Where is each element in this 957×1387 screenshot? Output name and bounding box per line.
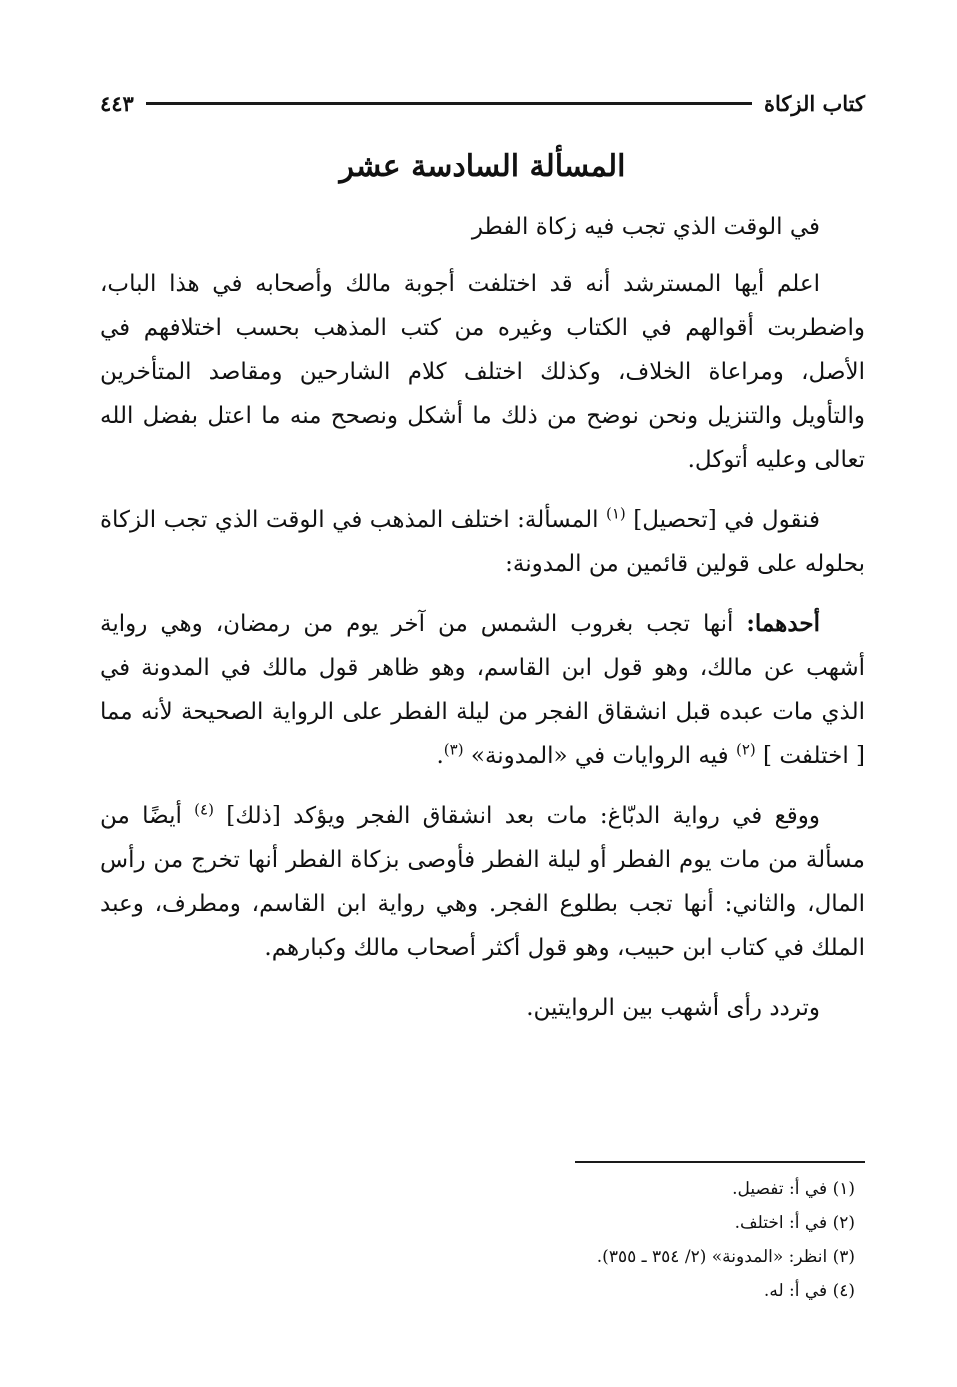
footnote-2: (٢) في أ: اختلف. <box>734 1213 855 1233</box>
page-number: ٤٤٣ <box>100 90 134 116</box>
paragraph-text: . <box>436 743 444 769</box>
footnote-ref-3: (٣) <box>443 740 464 759</box>
paragraph-text: أنها تجب بغروب الشمس من آخر يوم من رمضان، وهي رواية أشهب عن مالك، وهو قول ابن القاسم، وهو ظاهر قول مالك في المدونة في الذي مات عبده قبل انشقاق الفجر من ليلة الفطر على الرواية الصحيحة لأنه مما [ اختلفت ] <box>100 611 865 769</box>
paragraph-closing: وتردد رأى أشهب بين الروايتين. <box>526 995 820 1021</box>
paragraph-dabbagh <box>100 794 865 970</box>
paragraph-text: المسألة: اختلف المذهب في الوقت الذي تجب الزكاة بحلوله على قولين قائمين من المدونة: <box>100 507 865 577</box>
section-subtitle: في الوقت الذي تجب فيه زكاة الفطر <box>471 214 820 240</box>
footnote-1: (١) في أ: تفصيل. <box>732 1179 855 1199</box>
paragraph-tahsil <box>100 498 865 586</box>
book-title: كتاب الزكاة <box>763 90 865 116</box>
paragraph-text: فيه الروايات في «المدونة» <box>470 743 729 769</box>
paragraph-first-opinion <box>100 602 865 778</box>
paragraph-text: فنقول في [تحصيل] <box>633 507 821 533</box>
running-header <box>100 86 865 120</box>
section-title: المسألة السادسة عشر <box>339 149 626 184</box>
body-text <box>100 262 865 1046</box>
header-rule <box>146 102 752 105</box>
footnote-ref-1: (١) <box>605 504 626 523</box>
paragraph-text: ووقع في رواية الدبّاغ: مات بعد انشقاق الفجر ويؤكد [ذلك] <box>226 803 821 829</box>
paragraph-text: أيضًا من مسألة من مات يوم الفطر أو ليلة الفطر فأوصى بزكاة الفطر أنها تخرج من رأس المال، والثاني: أنها تجب بطلوع الفجر. وهي رواية ابن القاسم، ومطرف، وعبد الملك في كتاب ابن حبيب، وهو قول أكثر أصحاب مالك وكبارهم. <box>100 803 865 961</box>
footnote-separator <box>575 1161 865 1163</box>
lead-word: أحدهما: <box>746 610 820 637</box>
footnote-4: (٤) في أ: له. <box>763 1281 855 1301</box>
footnote-3: (٣) انظر: «المدونة» (٢/ ٣٥٤ ـ ٣٥٥). <box>596 1247 855 1267</box>
footnotes <box>100 1172 865 1308</box>
footnote-ref-2: (٢) <box>735 740 756 759</box>
footnote-ref-4: (٤) <box>194 800 214 819</box>
paragraph-intro: اعلم أيها المسترشد أنه قد اختلفت أجوبة مالك وأصحابه في هذا الباب، واضطربت أقوالهم في الكتاب وغيره من كتب المذهب بحسب اختلافهم في الأصل، ومراعاة الخلاف، وكذلك اختلف كلام الشارحين ومقاصد المتأخرين والتأويل والتنزيل ونحن نوضح من ذلك ما أشكل ونصحح منه ما اعتل بفضل الله تعالى وعليه أتوكل. <box>100 271 865 473</box>
